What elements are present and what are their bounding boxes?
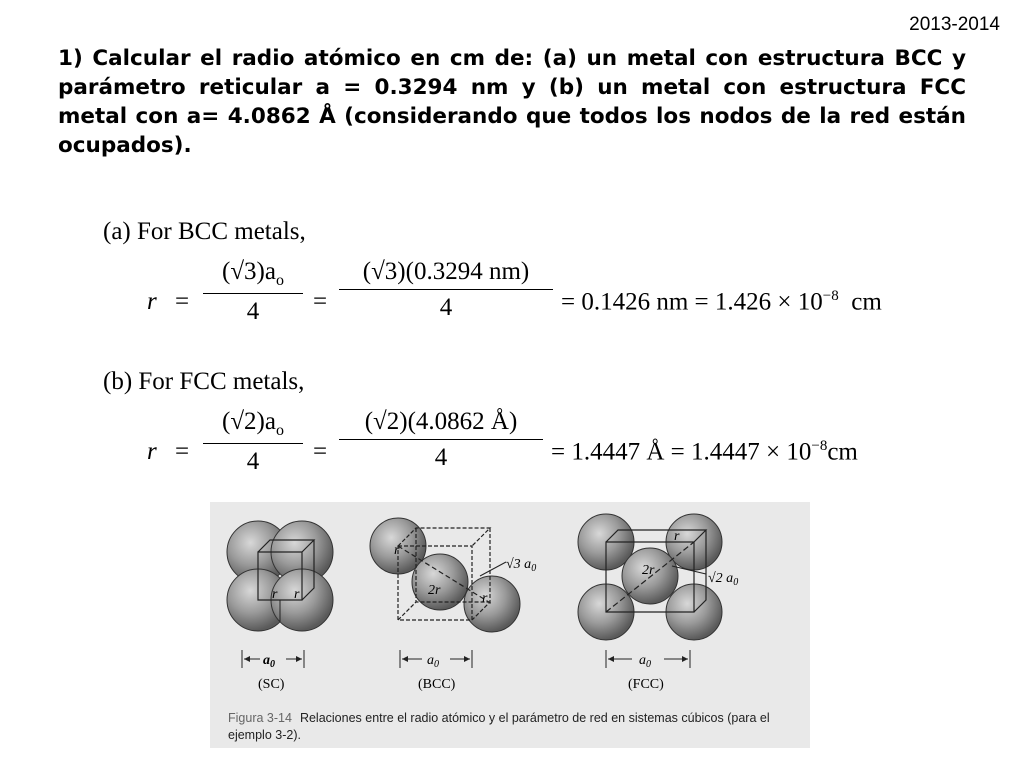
figure-caption — [228, 710, 798, 744]
unit-cell-diagram — [210, 502, 810, 712]
bcc-fraction-2 — [339, 258, 553, 322]
fcc-equals-1: = — [175, 438, 190, 465]
fcc-equals-2: = — [313, 438, 328, 465]
problem-statement: 1) Calcular el radio atómico en cm de: (a) un metal con estructura BCC y parámetro reticular a = 0.3294 nm y (b) un metal con estructura FCC metal con a= 4.0862 Å (considerando que todos los nodos de la red están ocupados). — [58, 46, 966, 158]
bcc-equation — [147, 258, 987, 348]
bcc-2r-label: 2r — [428, 583, 441, 598]
bcc-frac2-denominator: 4 — [439, 294, 453, 321]
bcc-frac1-subscript: o — [275, 272, 284, 289]
fcc-r-label: r — [674, 529, 680, 544]
fcc-a0-label: $a_0$ — [639, 653, 651, 670]
fcc-frac1-subscript: o — [275, 422, 284, 439]
fcc-fraction-1 — [203, 408, 303, 476]
fcc-equation — [147, 408, 987, 498]
figure-number: Figura 3-14 — [228, 711, 292, 725]
fcc-frac2-numerator: (√2)(4.0862 Å) — [364, 408, 518, 435]
bcc-fraction-1 — [203, 258, 303, 326]
fcc-sqrt2-label: √2 $a_0$ — [708, 571, 739, 588]
sc-caption-label: (SC) — [258, 677, 285, 692]
year-label: 2013-2014 — [909, 14, 1000, 35]
bcc-section-label: (a) For BCC metals, — [103, 218, 306, 245]
sc-cell — [227, 521, 333, 692]
bcc-r-symbol: r — [147, 288, 157, 315]
sc-r-label-1: r — [272, 587, 278, 602]
fcc-caption-label: (FCC) — [628, 677, 664, 692]
bcc-a0-label: $a_0$ — [427, 653, 439, 670]
sc-a0-label: $a_0$ — [263, 653, 275, 670]
bcc-result-exponent: −8 — [822, 288, 839, 304]
bcc-r-label-1: r — [394, 543, 400, 558]
fcc-frac1-denominator: 4 — [246, 448, 260, 475]
bcc-r-label-2: r — [482, 591, 488, 606]
fcc-cell — [578, 514, 738, 692]
figure-caption-text: Relaciones entre el radio atómico y el parámetro de red en sistemas cúbicos (para el ejemplo 3-2). — [228, 711, 770, 742]
bcc-result: = 0.1426 nm = $1.426 \times 10^{-8}$ cm — [561, 288, 882, 316]
bcc-frac2-numerator: (√3)(0.3294 nm) — [362, 258, 530, 285]
bcc-equals-1: = — [175, 288, 190, 315]
fcc-section-label: (b) For FCC metals, — [103, 368, 305, 395]
bcc-result-unit: cm — [851, 288, 882, 316]
fcc-fraction-2 — [339, 408, 543, 472]
bcc-frac1-denominator: 4 — [246, 298, 260, 325]
fcc-result: = 1.4447 Å = $1.4447 \times 10^{-8}cm$ — [551, 438, 858, 466]
fcc-result-unit: cm — [827, 438, 858, 466]
bcc-frac1-numerator: (√3)a — [222, 258, 276, 285]
fcc-2r-label: 2r — [642, 563, 655, 578]
bcc-sqrt3-label: √3 $a_0$ — [506, 557, 537, 574]
fcc-frac1-numerator: (√2)a — [222, 408, 276, 435]
sc-r-label-2: r — [294, 587, 300, 602]
fcc-r-symbol: r — [147, 438, 157, 465]
fcc-result-exponent: −8 — [811, 438, 828, 454]
bcc-cell — [370, 518, 536, 692]
unit-cell-figure — [210, 502, 810, 748]
bcc-equals-2: = — [313, 288, 328, 315]
bcc-caption-label: (BCC) — [418, 677, 456, 692]
fcc-frac2-denominator: 4 — [434, 444, 448, 471]
